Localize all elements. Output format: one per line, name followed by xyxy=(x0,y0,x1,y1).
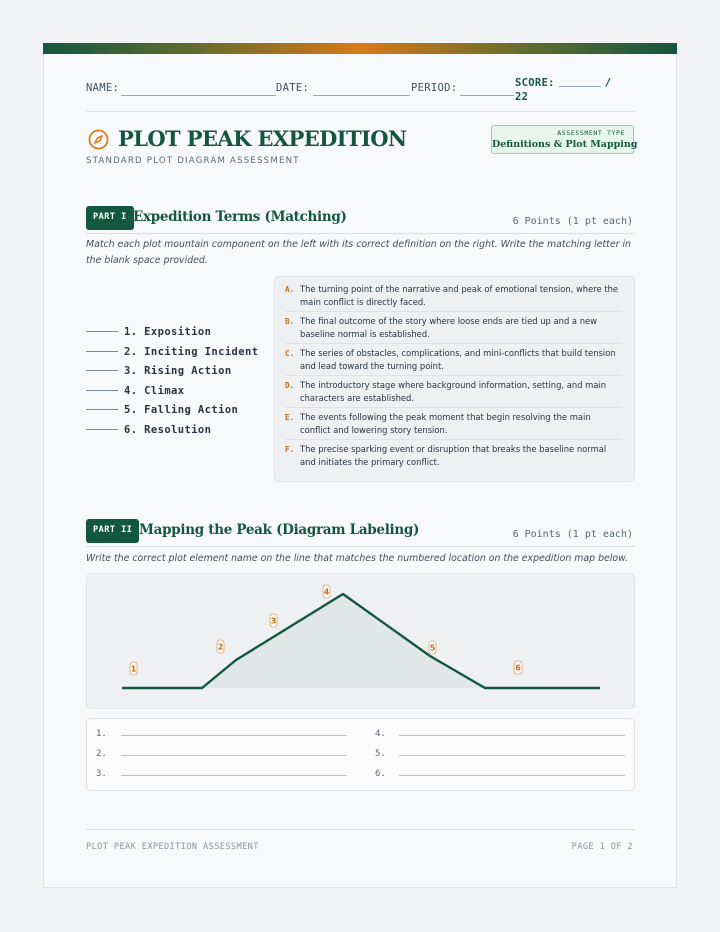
plot-mountain-diagram xyxy=(86,573,635,709)
term-item: 2. Inciting Incident xyxy=(86,340,258,359)
answer-blank[interactable] xyxy=(86,390,118,391)
svg-text:5: 5 xyxy=(429,643,436,653)
date-field[interactable] xyxy=(313,95,410,96)
svg-text:1: 1 xyxy=(130,664,137,674)
part1-points: 6 Points (1 pt each) xyxy=(512,216,633,227)
gradient-top-bar xyxy=(43,43,677,54)
header-divider xyxy=(86,111,635,112)
assessment-type-box xyxy=(491,125,638,154)
score-blank[interactable] xyxy=(559,86,601,87)
marker-6[interactable] xyxy=(514,661,522,674)
name-label: NAME: xyxy=(86,82,120,94)
part1-divider xyxy=(86,233,635,234)
svg-text:3: 3 xyxy=(270,616,277,626)
marker-5[interactable] xyxy=(429,641,436,654)
term-item: 6. Resolution xyxy=(86,418,211,437)
assessment-type-value: Definitions & Plot Mapping xyxy=(492,139,638,150)
answer-number: 1. xyxy=(96,729,107,739)
answer-line-1[interactable] xyxy=(121,735,347,736)
page-number: PAGE 1 OF 2 xyxy=(571,842,633,852)
part2-title: Mapping the Peak (Diagram Labeling) xyxy=(139,522,420,538)
definition-item: B. The final outcome of the story where loose ends are tied up and a new baseline normal is established. xyxy=(285,312,622,344)
part2-divider xyxy=(86,546,635,547)
marker-2[interactable] xyxy=(217,640,224,653)
answer-number: 4. xyxy=(375,729,386,739)
compass-icon xyxy=(88,129,109,150)
definition-item: C. The series of obstacles, complications, and mini-conflicts that build tension and lead toward the turning point. xyxy=(285,344,622,376)
definition-item: A. The turning point of the narrative and peak of emotional tension, where the main conflict is directly faced. xyxy=(285,283,622,312)
marker-4[interactable] xyxy=(323,585,330,598)
svg-text:4: 4 xyxy=(323,587,330,597)
definition-item: E. The events following the peak moment that begin resolving the main conflict and lowering story tension. xyxy=(285,408,622,440)
term-item: 1. Exposition xyxy=(86,320,211,339)
period-field[interactable] xyxy=(460,95,514,96)
marker-1[interactable] xyxy=(130,662,137,675)
answer-number: 3. xyxy=(96,769,107,779)
answer-line-4[interactable] xyxy=(399,735,625,736)
svg-text:2: 2 xyxy=(217,642,224,652)
answer-line-5[interactable] xyxy=(399,755,625,756)
plot-mountain-svg xyxy=(87,574,636,710)
score-label: SCORE: xyxy=(515,77,555,89)
period-label: PERIOD: xyxy=(411,82,458,94)
answer-number: 6. xyxy=(375,769,386,779)
worksheet-page xyxy=(43,43,677,888)
assessment-type-label: ASSESSMENT TYPE xyxy=(557,129,625,137)
part1-instructions: Match each plot mountain component on the left with its correct definition on the right. Write the matching letter in the blank space provided. xyxy=(86,239,632,266)
score-total: / 22 xyxy=(515,77,612,103)
part1-badge: PART I xyxy=(86,206,134,230)
page-title: PLOT PEAK EXPEDITION xyxy=(118,126,407,151)
part2-instructions: Write the correct plot element name on the line that matches the numbered location on the expedition map below. xyxy=(86,553,629,564)
part1-title: Expedition Terms (Matching) xyxy=(133,209,347,225)
term-item: 3. Rising Action xyxy=(86,359,232,378)
answer-number: 5. xyxy=(375,749,386,759)
answer-number: 2. xyxy=(96,749,107,759)
answer-blank[interactable] xyxy=(86,331,118,332)
svg-text:6: 6 xyxy=(515,663,521,673)
part2-badge: PART II xyxy=(86,519,139,543)
answer-blank[interactable] xyxy=(86,370,118,371)
term-item: 4. Climax xyxy=(86,379,185,398)
definitions-box xyxy=(274,276,635,482)
term-item: 5. Falling Action xyxy=(86,398,238,417)
answer-blank[interactable] xyxy=(86,409,118,410)
answer-line-2[interactable] xyxy=(121,755,347,756)
answer-line-6[interactable] xyxy=(399,775,625,776)
definition-item: D. The introductory stage where background information, setting, and main characters are established. xyxy=(285,376,622,408)
diagram-answer-box xyxy=(86,718,635,791)
date-label: DATE: xyxy=(276,82,310,94)
footer-title: PLOT PEAK EXPEDITION ASSESSMENT xyxy=(86,842,259,852)
mountain-fill xyxy=(202,594,485,688)
page-subtitle: STANDARD PLOT DIAGRAM ASSESSMENT xyxy=(86,156,300,166)
score-field xyxy=(515,76,625,104)
answer-blank[interactable] xyxy=(86,429,118,430)
footer-divider xyxy=(86,829,635,830)
answer-line-3[interactable] xyxy=(121,775,347,776)
marker-3[interactable] xyxy=(270,614,277,627)
definition-item: F. The precise sparking event or disruption that breaks the baseline normal and initiates the primary conflict. xyxy=(285,444,607,467)
name-field[interactable] xyxy=(121,95,276,96)
part2-points: 6 Points (1 pt each) xyxy=(512,529,633,540)
answer-blank[interactable] xyxy=(86,351,118,352)
